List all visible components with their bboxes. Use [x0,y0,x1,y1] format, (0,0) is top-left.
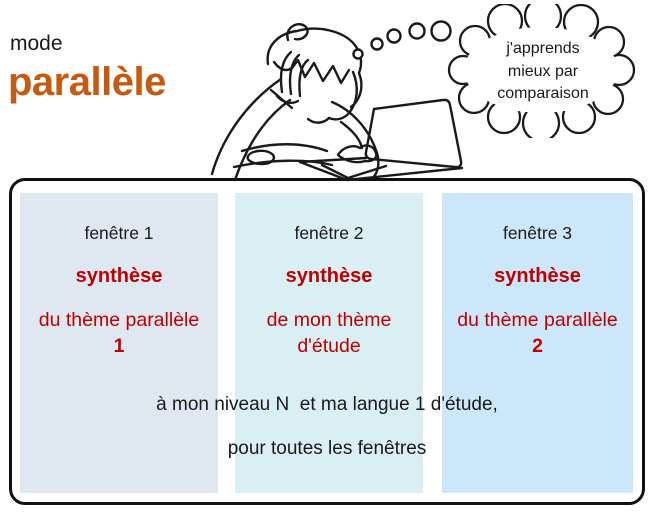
person-at-laptop-illustration [200,0,480,192]
window-number: 2 [532,335,543,358]
window-name: fenêtre 3 [502,223,573,243]
footer-note [12,394,642,482]
mode-label: mode [10,32,63,55]
thought-bubble [441,4,645,138]
window-keyword: synthèse [494,265,581,287]
thought-line: j'apprends [506,39,580,57]
page-title: parallèle [8,60,166,104]
footer-line-2: pour toutes les fenêtres [227,438,427,459]
window-keyword: synthèse [75,265,163,287]
windows-panel [9,178,645,505]
window-detail: de mon thème d'étude [266,309,392,358]
window-name: fenêtre 1 [84,223,154,243]
laptop-sketch [300,100,462,180]
thought-line: comparaison [497,85,589,103]
person-sketch [212,24,378,180]
window-detail: du thème parallèle [38,309,200,331]
window-detail: du thème parallèle [457,309,618,331]
window-keyword: synthèse [285,265,373,287]
thought-text [441,4,645,138]
footer-line-1: à mon niveau N et ma langue 1 d'étude, [156,394,498,415]
thought-line: mieux par [507,62,579,80]
window-name: fenêtre 2 [294,223,364,243]
window-number: 1 [113,335,125,358]
thought-trail-dots [354,22,451,59]
